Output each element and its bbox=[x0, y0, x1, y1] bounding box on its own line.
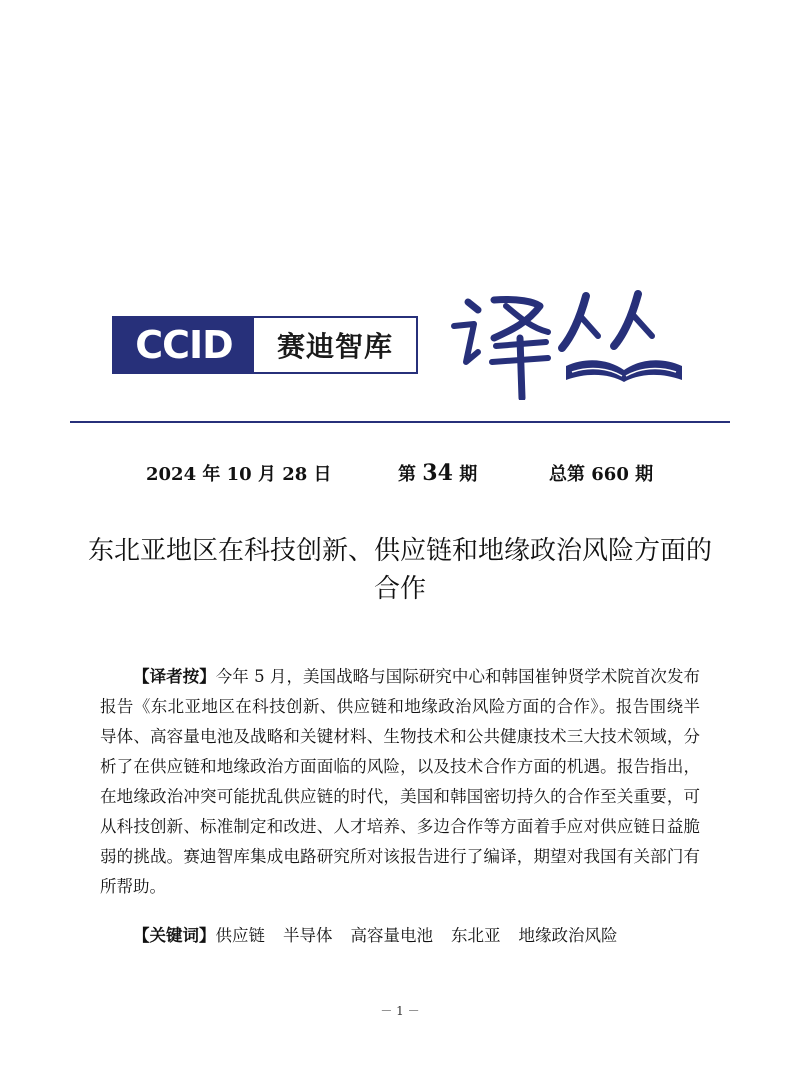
ccid-logo bbox=[112, 316, 418, 374]
keyword-item: 供应链 bbox=[215, 926, 265, 945]
issue-number-prefix: 第 bbox=[398, 464, 416, 485]
page-number: － 1 － bbox=[380, 1004, 420, 1018]
publication-masthead bbox=[448, 288, 688, 400]
issue-number bbox=[398, 460, 477, 486]
keyword-item: 高容量电池 bbox=[350, 926, 433, 945]
keyword-item: 东北亚 bbox=[451, 926, 501, 945]
document-title: 东北亚地区在科技创新、供应链和地缘政治风险方面的合作 bbox=[87, 536, 712, 604]
translator-note bbox=[100, 662, 700, 902]
header-divider bbox=[70, 421, 730, 423]
issue-date: 2024 年 10 月 28 日 bbox=[146, 464, 332, 485]
ccid-logo-mark: CCID bbox=[114, 318, 254, 372]
translator-note-label: 【译者按】 bbox=[133, 667, 216, 686]
keyword-item: 地缘政治风险 bbox=[518, 926, 618, 945]
ccid-logo-name: 赛迪智库 bbox=[276, 330, 393, 363]
keywords-label: 【关键词】 bbox=[133, 926, 216, 945]
issue-total: 总第 660 期 bbox=[549, 464, 654, 485]
keywords bbox=[100, 921, 700, 951]
issue-number-suffix: 期 bbox=[459, 464, 478, 485]
translator-note-text: 今年 5 月，美国战略与国际研究中心和韩国崔钟贤学术院首次发布报告《东北亚地区在科技创新、供应链和地缘政治风险方面的合作》。报告围绕半导体、高容量电池及战略和关键材料、生物技术和公共健康技术三大技术领域，分析了在供应链和地缘政治方面面临的风险，以及技术合作方面的机遇。报告指出，在地缘政治冲突可能扰乱供应链的时代，美国和韩国密切持久的合作至关重要，可从科技创新、标准制定和改进、人才培养、多边合作等方面着手应对供应链日益脆弱的挑战。赛迪智库集成电路研究所对该报告进行了编译，期望对我国有关部门有所帮助。 bbox=[100, 667, 700, 896]
keyword-item: 半导体 bbox=[283, 926, 333, 945]
issue-info bbox=[0, 458, 800, 490]
issue-number-value: 34 bbox=[422, 460, 453, 486]
